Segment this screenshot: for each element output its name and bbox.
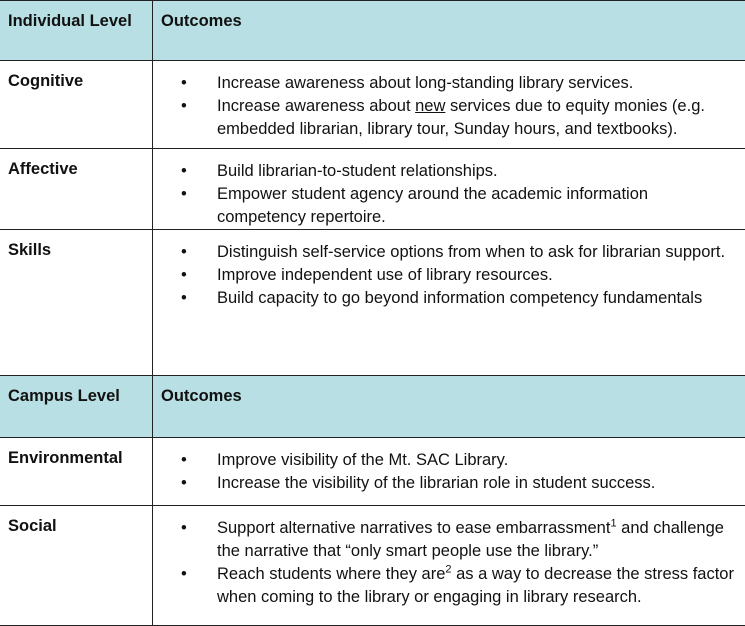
list-item: • Increase awareness about long-standing library services.	[161, 72, 739, 95]
row-label: Social	[0, 506, 153, 626]
list-item: • Improve visibility of the Mt. SAC Library.	[161, 449, 739, 472]
table-row-affective	[0, 149, 745, 230]
table-header-individual	[0, 1, 745, 61]
underlined-text: new	[415, 97, 445, 115]
list-item	[161, 517, 739, 563]
table-row-cognitive	[0, 61, 745, 149]
list-item	[161, 563, 739, 609]
outcome-list	[161, 241, 739, 310]
list-item: • Distinguish self-service options from when to ask for librarian support.	[161, 241, 739, 264]
table-header-campus	[0, 376, 745, 438]
row-label: Cognitive	[0, 61, 153, 149]
list-item: • Build capacity to go beyond information competency fundamentals	[161, 287, 739, 310]
list-item: • Build librarian-to-student relationships.	[161, 160, 739, 183]
list-item: • Improve independent use of library resources.	[161, 264, 739, 287]
list-item: • Increase the visibility of the librarian role in student success.	[161, 472, 739, 495]
outcome-list	[161, 517, 739, 609]
row-label: Environmental	[0, 438, 153, 506]
table-row-skills	[0, 230, 745, 376]
row-label: Affective	[0, 149, 153, 230]
header-outcomes: Outcomes	[153, 1, 745, 61]
footnote-ref: 2	[445, 564, 451, 576]
outcome-list	[161, 160, 739, 229]
text: and challenge the narrative that “only smart people use the library.”	[217, 519, 724, 560]
outcome-list	[161, 449, 739, 495]
header-campus-level: Campus Level	[0, 376, 153, 438]
header-individual-level: Individual Level	[0, 1, 153, 61]
list-item	[161, 95, 739, 141]
outcome-list	[161, 72, 739, 141]
text: Reach students where they are	[217, 565, 445, 583]
row-label: Skills	[0, 230, 153, 376]
text: Increase awareness about	[217, 97, 415, 115]
table-row-environmental	[0, 438, 745, 506]
text: as a way to decrease the stress factor when coming to the library or engaging in library research.	[217, 565, 734, 606]
text: services due to equity monies (e.g. embedded librarian, library tour, Sunday hours, and textbooks).	[217, 97, 705, 138]
table-row-social	[0, 506, 745, 626]
text: Support alternative narratives to ease embarrassment	[217, 519, 610, 537]
footnote-ref: 1	[610, 518, 616, 530]
header-outcomes: Outcomes	[153, 376, 745, 438]
list-item: • Empower student agency around the academic information competency repertoire.	[161, 183, 739, 229]
